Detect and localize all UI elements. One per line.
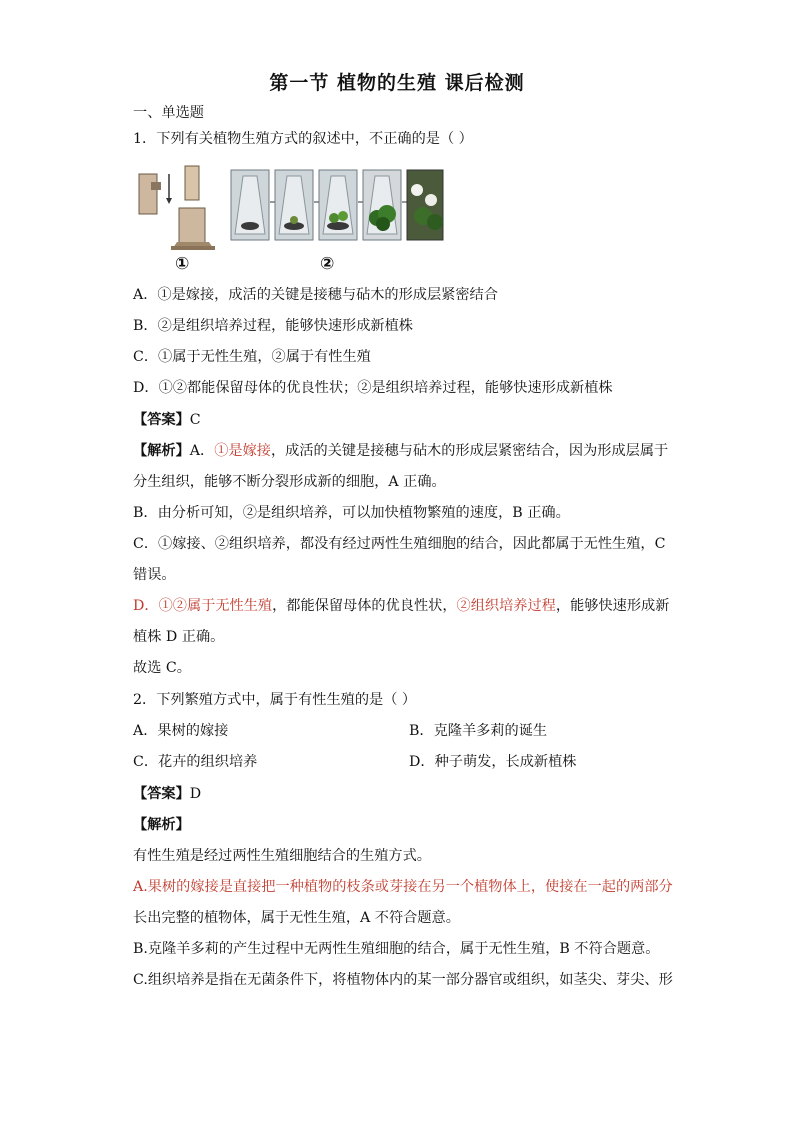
q1-analysis-d-line2: 植株 D 正确。 (133, 629, 225, 645)
page-title: 第一节 植物的生殖 课后检测 (269, 72, 525, 94)
q2-analysis-a-line2: 长出完整的植物体，属于无性生殖，A 不符合题意。 (133, 910, 460, 926)
q2-option-a: A．果树的嫁接 (133, 723, 229, 739)
q2-analysis-intro: 有性生殖是经过两性生殖细胞结合的生殖方式。 (133, 848, 431, 864)
figure-label-1: ① (175, 254, 190, 274)
q1-option-d: D．①②都能保留母体的优良性状；②是组织培养过程，能够快速形成新植株 (133, 380, 613, 396)
analysis-a-text: ，成活的关键是接穗与砧木的形成层紧密结合，因为形成层属于 (270, 443, 669, 459)
q1-analysis-c-line1: C．①嫁接、②组织培养，都没有经过两性生殖细胞的结合，因此都属于无性生殖，C (133, 536, 666, 552)
q1-option-b: B．②是组织培养过程，能够快速形成新植株 (133, 318, 413, 334)
answer-value: D (189, 786, 202, 802)
q1-analysis-b: B．由分析可知，②是组织培养，可以加快植物繁殖的速度，B 正确。 (133, 505, 570, 521)
q2-analysis-c: C.组织培养是指在无菌条件下，将植物体内的某一部分器官或组织，如茎尖、芽尖、形 (133, 972, 673, 988)
q1-option-a: A．①是嫁接，成活的关键是接穗与砧木的形成层紧密结合 (133, 287, 498, 303)
q2-option-b: B．克隆羊多莉的诞生 (409, 723, 548, 739)
q2-analysis-tag: 【解析】 (133, 817, 190, 833)
answer-value: C (189, 412, 201, 428)
q1-analysis-a-line2: 分生组织，能够不断分裂形成新的细胞，A 正确。 (133, 474, 446, 490)
analysis-d-highlight-1: ①②属于无性生殖 (158, 598, 273, 614)
analysis-d-text: ，都能保留母体的优良性状， (272, 598, 457, 614)
q2-option-d: D．种子萌发，长成新植株 (409, 754, 577, 770)
figure-label-2: ② (320, 254, 335, 274)
q1-analysis-d-line1 (133, 596, 669, 616)
analysis-a-prefix: A． (189, 443, 215, 459)
q2-answer (133, 784, 201, 804)
analysis-a-highlight: ①是嫁接 (214, 443, 271, 459)
q2-stem: 2．下列繁殖方式中，属于有性生殖的是（ ） (133, 692, 417, 708)
q1-analysis-c-line2: 错误。 (133, 567, 176, 583)
q2-option-c: C．花卉的组织培养 (133, 754, 258, 770)
q2-analysis-b: B.克隆羊多莉的产生过程中无两性生殖细胞的结合，属于无性生殖，B 不符合题意。 (133, 941, 660, 957)
q1-answer (133, 410, 201, 430)
analysis-d-prefix: D． (133, 598, 159, 614)
q1-option-c: C．①属于无性生殖，②属于有性生殖 (133, 349, 371, 365)
q1-analysis-a-line1 (133, 441, 668, 461)
q1-figure (133, 160, 445, 280)
answer-tag: 【答案】 (133, 412, 190, 428)
analysis-d-text-end: ，能够快速形成新 (555, 598, 670, 614)
q2-analysis-a-line1: A.果树的嫁接是直接把一种植物的枝条或芽接在另一个植物体上，使接在一起的两部分 (133, 879, 673, 895)
tissue-culture-flasks (231, 170, 443, 240)
q1-stem: 1．下列有关植物生殖方式的叙述中，不正确的是（ ） (133, 131, 473, 147)
q1-conclusion: 故选 C。 (133, 660, 191, 676)
section-heading: 一、单选题 (133, 105, 204, 121)
analysis-d-highlight-2: ②组织培养过程 (456, 598, 556, 614)
analysis-tag: 【解析】 (133, 443, 190, 459)
grafting-illustration (139, 166, 215, 250)
answer-tag: 【答案】 (133, 786, 190, 802)
